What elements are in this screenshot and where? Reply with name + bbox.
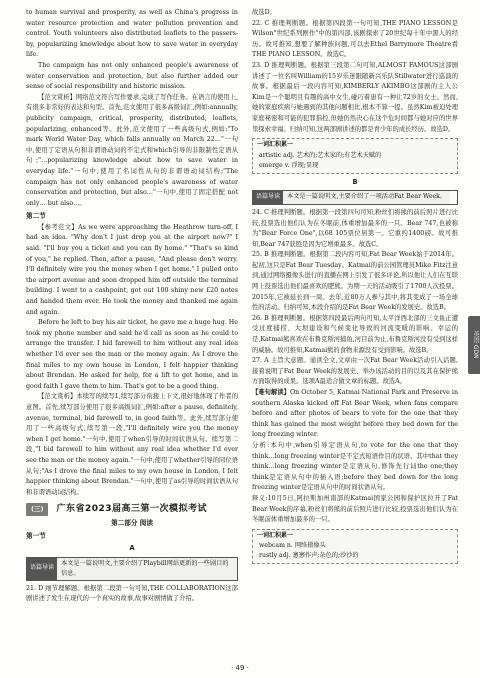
passage-guide-tag: 语篇导读	[253, 191, 283, 204]
passage-guide-text: 本文是一篇说明文,主要介绍了一项活动Fat Bear Week。	[283, 191, 450, 204]
model-essay-analysis: 【范文赏析】本续写的续写1,续写部分衔接上下文,很好地体现了作者的意图。首先,续写部分使用了很多高级词汇,例如:after a pause, definitely, avenue, terminal, bid farewell to, in good faith等。此外,续写部分使用了一些高级句式,续写第一段,"I'll definitely wire you the money when I get home."一句中,使用了when引导的时间状语从句。续写第二段,"I bid farewell to him without any real idea whether I'd ever see the man or the money again."一句中,使用了whether引导的同位语从句;"As I drove the final miles to my own house in London, I felt happier thinking about Brendan."一句中,使用了as引导的时间状语从句和非谓语动词结构。	[26, 393, 238, 496]
side-tab: 英语 GDN	[468, 316, 480, 374]
vocabulary-entry: artistic adj. 艺术的;艺术家的;有艺术天赋的	[259, 151, 382, 159]
difficult-sentence-tag: 【难句解读】	[252, 389, 290, 396]
vocabulary-heading: 一词汇积累一	[257, 141, 294, 149]
left-column	[26, 8, 238, 605]
passage-guide-box	[252, 190, 458, 205]
page-number: · 49 ·	[231, 664, 249, 672]
vocabulary-entry: webcam n. 网络摄像头	[259, 542, 326, 550]
answer-item: 24. C 推理判断题。根据第一段第四句可知,粉丝们将熊的前后照片进行比较,投票选出他们认为在冬眠前,体重增加最多的一只。Bear 747,也被称为"Bear Force One",以68 105票位居第一。它重约1400磅。故可推知,Bear 747获胜是因为它增重最多。故选C。	[252, 208, 458, 248]
section-heading: 第一节	[26, 531, 46, 540]
difficult-sentence-text: On October 5, Katmai National Park and Preserve in southern Alaska kicked off Fat Bear Week, when fans compare before and after photos of bears to vote for the one that they think has gained the most weight before they bed down for the long freezing winter.	[252, 389, 459, 439]
passage-letter: A	[129, 544, 135, 553]
right-column	[252, 8, 458, 567]
paragraph: The campaign has not only enhanced people's awareness of water conservation and protection, but also further added our sense of social responsibility and historic mission.	[26, 61, 238, 91]
part-heading: 第二部分 阅读	[111, 518, 153, 527]
exam-header	[26, 503, 238, 516]
model-essay-analysis: 【范文赏析】网络范文符合写作要求,完成了写作任务。在语言的使用上,有很多非常好的表达和句型。首先,范文使用了很多高级词汇,例如:annually, publicity campaign, critical, prosperity, distributed, leaflets, popularizing, enhanced等。此外,范文使用了一些高级句式,例如:"To mark World Water Day, which falls annually on March 22…"一句中,使用了定语从句和非谓语动词的不定式和which引导的非限制性定语从句;"…popularizing knowledge about how to save water in everyday life."一句中,使用了名词性从句的非谓语动词结构;"The campaign has not only enhanced people's awareness of water conservation and protection, but also…"一句中,使用了固定搭配 not only… but also…。	[26, 93, 238, 207]
passage-guide-text: 本文是一篇说明文,主要介绍了Playbill网站更新的一些剧目的信息。	[57, 558, 237, 580]
exam-title: 广东省2023届高三第一次模拟考试	[56, 504, 208, 515]
passage-letter: B	[352, 177, 358, 186]
vocabulary-entry: emerge v. 浮现;显现	[259, 161, 319, 169]
vocabulary-box	[252, 529, 458, 565]
vocabulary-heading: 一词汇积累一	[257, 531, 294, 539]
answer-item: 故选D。	[252, 9, 276, 16]
answer-item: 27. A 主旨大意题。通读全文,文章由一次Fat Bear Week活动引入话题,接着说明了Fat Bear Week的发展史、举办该活动的目的以及其在保护熊方面取得的成果。选项A最适合做文章的标题。故选A。	[252, 357, 458, 386]
reference-essay: Before he left to buy his air ticket, he gave me a huge hug. He took my phone number and said he'd call as soon as he could to arrange the transfer. I hid farewell to him without any real idea whether I'd ever see the man or the money again. As I drove the final miles to my own house in London, I felt happier thinking about Brendan. He asked for help, for a lift to get home, and in good faith I gave them to him. That's got to be a good thing.	[26, 319, 238, 390]
vocabulary-box	[252, 138, 458, 174]
passage-guide-box	[26, 557, 238, 581]
sentence-translation: 释义:10月5日,阿拉斯加州南部的Katmai国家公园和保护区拉开了Fat Bear Week的序幕,粉丝们将熊的前后照片进行比较,投票选出他们认为在冬眠前体重增加最多的一只。	[252, 494, 458, 524]
answer-item: 25. B 推理判断题。根据第二段内容可知,Fat Bear Week始于2014年。起初,这只是Fat Bear Tuesday。Katmai的前公园管理员Mike Fitz注意到,通过网络摄像头进行的直播在网上引发了很多评论,所以他让人们在互联网上投票选出他们最喜欢的肥熊。为期一天的活动吸引了1700人次投票。2015年,它被延长到一周。去年,近80万人参与其中,将其变成了一场全球性的活动。归纳可知,本段介绍的是Fat Bear Week的发展史。故选B。	[252, 251, 458, 312]
answer-item: 26. B 推理判断题。根据第四段最后两句可知,太平洋西北部的三文鱼正遭受过度捕捞、大坝建设和气候变化导致的河流变暖的影响。幸运的是,Katmai熊喜欢在布鲁克斯河捕鱼,河目前为止,布鲁克斯河没有受到这样的威胁。故可推知,Katmai熊的食物来源没有受到影响。故选B。	[252, 314, 458, 354]
reference-essay: 【参考范文】As we were approaching the Heathrow turn-off, I had an idea. "Why don't I just drop you at the airport now?" I said. "I'll buy you a ticket and you can fly home." "That's so kind of you," he replied. Then, after a pause, "And please don't worry. I'll definitely wire you the money when I get home." I pulled onto the airport avenue and soon dropped him off outside the terminal building. I went to a cashpoint, got out 100 shiny new £20 notes and handed them over. He took the money and thanked me again and again.	[26, 223, 238, 316]
sentence-analysis: 分析:本句中,when引导定语从句,to vote for the one that they think…long freezing winter是不定式短语作目的状语。其中that they think…long freezing winter是定语从句,修饰先行词the one;they think是定语从句中的插入语;before they bed down for the long freezing winter是定语从句中的时间状语从句。	[252, 441, 458, 492]
passage-guide-tag: 语篇导读	[27, 558, 57, 580]
paragraph: to human survival and prosperity, as well as China's progress in water resource protection and water pollution prevention and control. Youth volunteers also distributed leaflets to the passers-by, popularizing knowledge about how to save water in everyday life.	[26, 9, 238, 59]
answer-item: 22. C 推理判断题。根据第四段第一句可知,THE PIANO LESSON是Wilson"世纪系列剧作"中的第四部,该剧探索了20世纪每十年中黑人的经历。故可推知,想要了解种族问题,可以去Ethel Barrymore Theatre看THE PIANO LESSON。故选C。	[252, 19, 458, 59]
section-heading: 第二节	[26, 212, 46, 221]
vocabulary-entry: rustly adj. 窸窸作声;杂色的;沙沙的	[259, 552, 359, 560]
answer-item: 23. D 推理判断题。根据第三段第二句可知,ALMOST FAMOUS这部剧讲述了一位名叫William的15岁乐迷跟随新兴乐队Stillwater进行巡演的故事。根据最后一段内容可知,KIMBERLY AKIMBO这部剧的主人公Kim是一个聪明且有趣的高中女生,碰巧着患有一种让72岁的女士。然而,她的家庭疾病与她遇到的其他问题相比,根本不算一提。虽然Kim被迫处理家庭秘密和可能的犯罪指控,但她仍然决心在这个危时间都与她对应的世界里探索幸福。归纳可知,这两部剧讲述的都是青少年的成长经历。故选D。	[252, 61, 458, 133]
exam-number-badge: (三)	[26, 503, 48, 516]
difficult-sentence	[252, 388, 458, 441]
answer-item: 21. D 细节理解题。根据第二段第一句可知,THE COLLABORATION这部剧讲述了发生在现代的一个真实的故事,故事对剧情做了介绍。	[26, 584, 238, 603]
